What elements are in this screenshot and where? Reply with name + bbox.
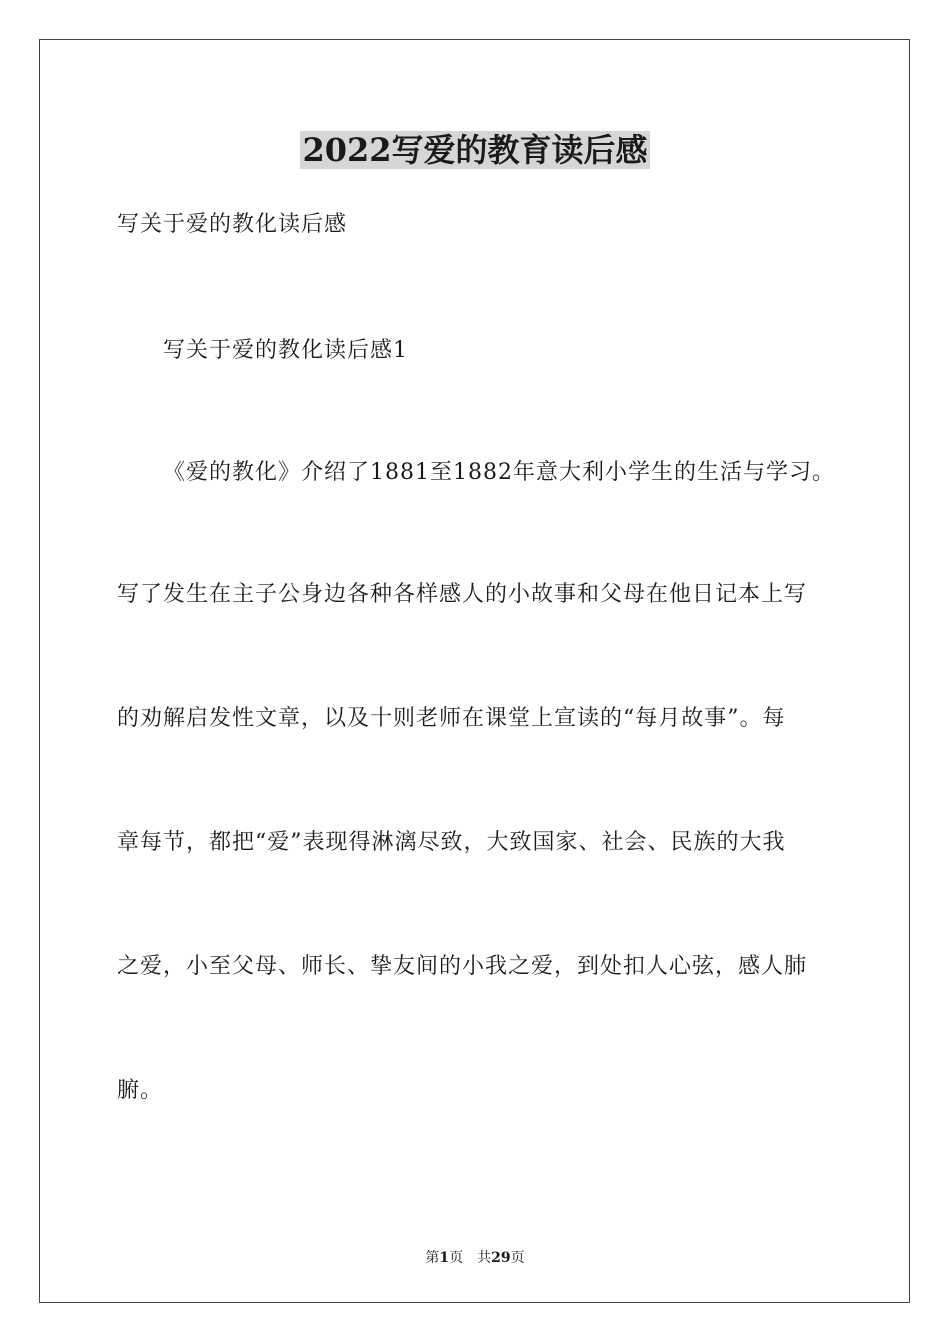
body-line-5: 之爱，小至父母、师长、挚友间的小我之爱，到处扣人心弦，感人肺 [117,954,808,979]
page-prefix: 第 [425,1250,440,1266]
body-line-6: 腑。 [117,1078,164,1103]
body-line-3: 的劝解启发性文章，以及十则老师在课堂上宣读的“每月故事”。每 [117,706,786,731]
document-title-text: 2022写爱的教育读后感 [302,131,648,169]
section-heading: 写关于爱的教化读后感1 [163,338,408,363]
page-footer [0,1248,950,1268]
current-page-number: 1 [439,1250,450,1266]
body-line-1: 《爱的教化》介绍了1881至1882年意大利小学生的生活与学习。 [163,460,835,485]
page-unit: 页 [449,1250,464,1266]
body-line-4: 章每节，都把“爱”表现得淋漓尽致，大致国家、社会、民族的大我 [117,830,786,855]
total-page-count: 29 [491,1250,511,1266]
document-title [0,128,950,172]
body-line-2: 写了发生在主子公身边各种各样感人的小故事和父母在他日记本上写 [117,582,808,607]
total-unit: 页 [510,1250,525,1266]
document-subtitle: 写关于爱的教化读后感 [117,212,348,237]
total-prefix: 共 [477,1250,492,1266]
